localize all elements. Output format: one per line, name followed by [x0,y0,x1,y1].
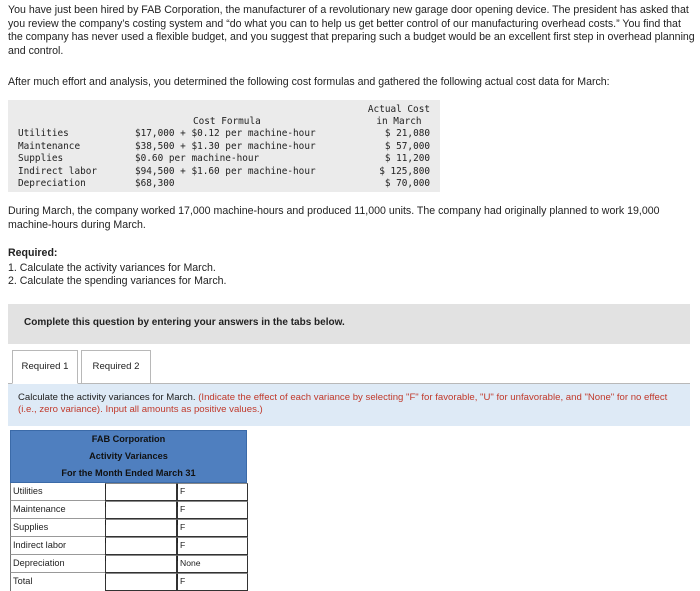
panel-text: Calculate the activity variances for March. [18,392,196,403]
table-row: Depreciation None [10,555,247,573]
utilities-effect-select[interactable]: F [177,483,248,501]
depreciation-amount-input[interactable] [105,555,177,573]
cost-row: Supplies $0.60 per machine-hour $ 11,200 [18,153,430,164]
panel-note: (Indicate the effect of each variance by selecting "F" for favorable, "U" for unfavorable, and "None" for no effect (i.e., zero variance). Input all amounts as positive values.) [18,392,668,415]
supplies-effect-select[interactable]: F [177,519,248,537]
question-panel [8,384,690,426]
required-heading: Required: [8,247,58,259]
table-period: For the Month Ended March 31 [61,468,196,478]
activity-variances-table [10,430,247,591]
maintenance-effect-select[interactable]: F [177,501,248,519]
utilities-amount-input[interactable] [105,483,177,501]
cost-formula-table [8,100,440,192]
cost-formula-header: Cost Formula [193,116,261,127]
table-row-total: Total F [10,573,247,591]
maintenance-amount-input[interactable] [105,501,177,519]
supplies-amount-input[interactable] [105,519,177,537]
depreciation-effect-select[interactable]: None [177,555,248,573]
cost-row: Indirect labor $94,500 + $1.60 per machine-hour $ 125,800 [18,165,430,177]
table-row: Maintenance F [10,501,247,519]
tab-required-1[interactable]: Required 1 [12,350,78,384]
company-name: FAB Corporation [91,434,166,444]
cost-row: Utilities $17,000 + $0.12 per machine-hour $ 21,080 [18,128,430,139]
table-row: Supplies F [10,519,247,537]
instruction-banner: Complete this question by entering your answers in the tabs below. [8,304,690,344]
table-row: Utilities F [10,483,247,501]
table-title: Activity Variances [89,451,168,461]
indirect-labor-effect-select[interactable]: F [177,537,248,555]
total-effect-select[interactable]: F [177,573,248,591]
table-header [10,430,247,483]
required-item-1: 1. Calculate the activity variances for March. [8,262,216,274]
required-item-2: 2. Calculate the spending variances for March. [8,275,227,287]
cost-row: Maintenance $38,500 + $1.30 per machine-hour $ 57,000 [18,140,430,152]
intro-paragraph: You have just been hired by FAB Corporation, the manufacturer of a revolutionary new garage door opening device. The president has asked that you review the company’s costing system and “do what you can to help us get better control of our manufacturing overhead costs.” You find that the company has never used a flexible budget, and you suggest that preparing such a budget would be an excellent first step in overhead planning and control. [8,4,695,57]
cost-row: Depreciation $68,300 $ 70,000 [18,178,430,189]
actual-cost-header: Actual Cost in March [367,104,430,127]
tab-required-2[interactable]: Required 2 [81,350,151,384]
table-row: Indirect labor F [10,537,247,555]
total-amount-input[interactable] [105,573,177,591]
analysis-line: After much effort and analysis, you determined the following cost formulas and gathered the following actual cost data for March: [8,76,610,88]
march-activity-text: During March, the company worked 17,000 machine-hours and produced 11,000 units. The company had originally planned to work 19,000 machine-hours during March. [8,205,660,231]
indirect-labor-amount-input[interactable] [105,537,177,555]
